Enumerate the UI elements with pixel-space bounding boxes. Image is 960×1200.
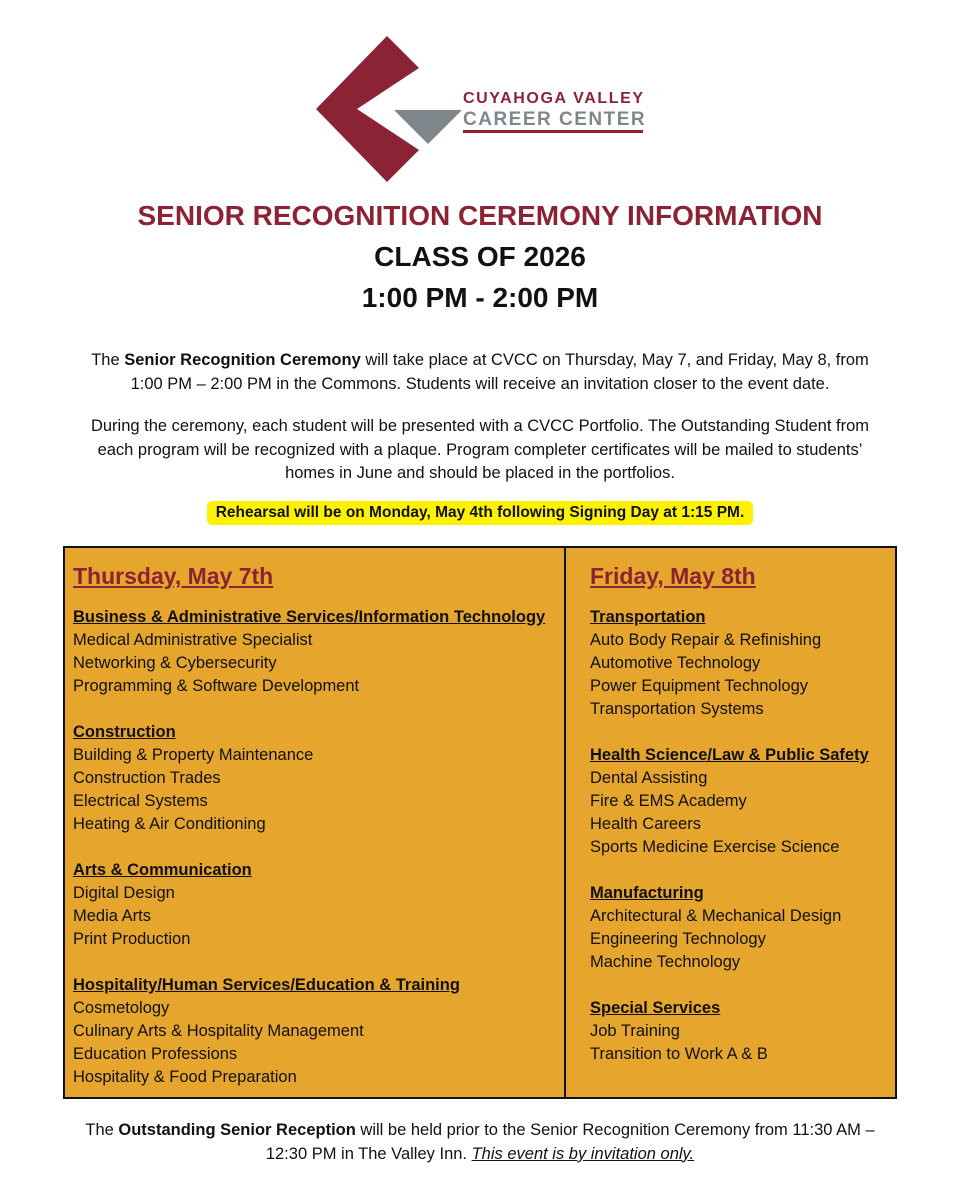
group-heading: Manufacturing — [590, 884, 704, 902]
thursday-heading: Thursday, May 7th — [73, 563, 274, 589]
invitation-only-note: This event is by invitation only. — [471, 1144, 695, 1163]
program-item: Machine Technology — [590, 953, 741, 971]
program-group — [73, 859, 564, 951]
logo-text-line2: CAREER CENTER — [463, 109, 647, 130]
program-item: Programming & Software Development — [73, 677, 360, 695]
intro-paragraph-2: During the ceremony, each student will be presented with a CVCC Portfolio. The Outstanding Student from each program will be recognized with a plaque. Program completer certificates will be mailed to students’ homes in June and should be placed in the portfolios. — [90, 417, 870, 482]
program-group — [73, 721, 564, 836]
intro-paragraph-1: The Senior Recognition Ceremony will take place at CVCC on Thursday, May 7, and Friday, May 8, from 1:00 PM – 2:00 PM in the Commons. Students will receive an invitation closer to the event date. — [91, 351, 869, 393]
program-item: Construction Trades — [73, 769, 221, 787]
group-heading: Arts & Communication — [73, 861, 252, 879]
program-item: Heating & Air Conditioning — [73, 815, 266, 833]
group-heading: Construction — [73, 723, 176, 741]
logo-underline — [463, 130, 643, 133]
program-item: Cosmetology — [73, 999, 170, 1017]
group-heading: Special Services — [590, 999, 721, 1017]
program-item: Power Equipment Technology — [590, 677, 808, 695]
program-group — [590, 882, 895, 974]
logo-text-line1: CUYAHOGA VALLEY — [463, 90, 645, 107]
program-group — [590, 997, 895, 1066]
intro-bold: Senior Recognition Ceremony — [124, 351, 361, 369]
program-item: Culinary Arts & Hospitality Management — [73, 1022, 364, 1040]
page-title: SENIOR RECOGNITION CEREMONY INFORMATION — [137, 200, 823, 231]
program-group — [590, 606, 895, 721]
program-item: Health Careers — [590, 815, 701, 833]
program-item: Transportation Systems — [590, 700, 764, 718]
program-item: Automotive Technology — [590, 654, 761, 672]
rehearsal-highlight: Rehearsal will be on Monday, May 4th following Signing Day at 1:15 PM. — [207, 501, 754, 525]
ceremony-time: 1:00 PM - 2:00 PM — [361, 282, 599, 313]
group-heading: Hospitality/Human Services/Education & Training — [73, 976, 460, 994]
reception-bold: Outstanding Senior Reception — [118, 1121, 356, 1139]
program-item: Digital Design — [73, 884, 175, 902]
group-heading: Transportation — [590, 608, 706, 626]
logo-mark-icon — [316, 36, 466, 182]
class-year: CLASS OF 2026 — [374, 241, 586, 272]
cvcc-logo — [316, 36, 656, 182]
program-item: Education Professions — [73, 1045, 238, 1063]
program-item: Hospitality & Food Preparation — [73, 1068, 297, 1086]
program-item: Dental Assisting — [590, 769, 708, 787]
program-item: Medical Administrative Specialist — [73, 631, 313, 649]
program-item: Auto Body Repair & Refinishing — [590, 631, 822, 649]
program-item: Job Training — [590, 1022, 680, 1040]
program-group — [590, 744, 895, 859]
friday-heading: Friday, May 8th — [590, 563, 756, 589]
group-heading: Business & Administrative Services/Information Technology — [73, 608, 546, 626]
schedule-table — [63, 546, 897, 1099]
program-item: Engineering Technology — [590, 930, 766, 948]
program-item: Networking & Cybersecurity — [73, 654, 277, 672]
program-item: Architectural & Mechanical Design — [590, 907, 842, 925]
program-item: Print Production — [73, 930, 191, 948]
program-item: Media Arts — [73, 907, 151, 925]
friday-column — [566, 548, 895, 1097]
reception-note: The Outstanding Senior Reception will be held prior to the Senior Recognition Ceremony from 11:30 AM – 12:30 PM in The Valley Inn. This event is by invitation only. — [85, 1121, 875, 1163]
program-item: Building & Property Maintenance — [73, 746, 314, 764]
program-item: Transition to Work A & B — [590, 1045, 768, 1063]
program-group — [73, 974, 564, 1089]
program-item: Electrical Systems — [73, 792, 208, 810]
program-item: Fire & EMS Academy — [590, 792, 747, 810]
group-heading: Health Science/Law & Public Safety — [590, 746, 869, 764]
program-item: Sports Medicine Exercise Science — [590, 838, 840, 856]
program-group — [73, 606, 564, 698]
thursday-column — [65, 548, 566, 1097]
